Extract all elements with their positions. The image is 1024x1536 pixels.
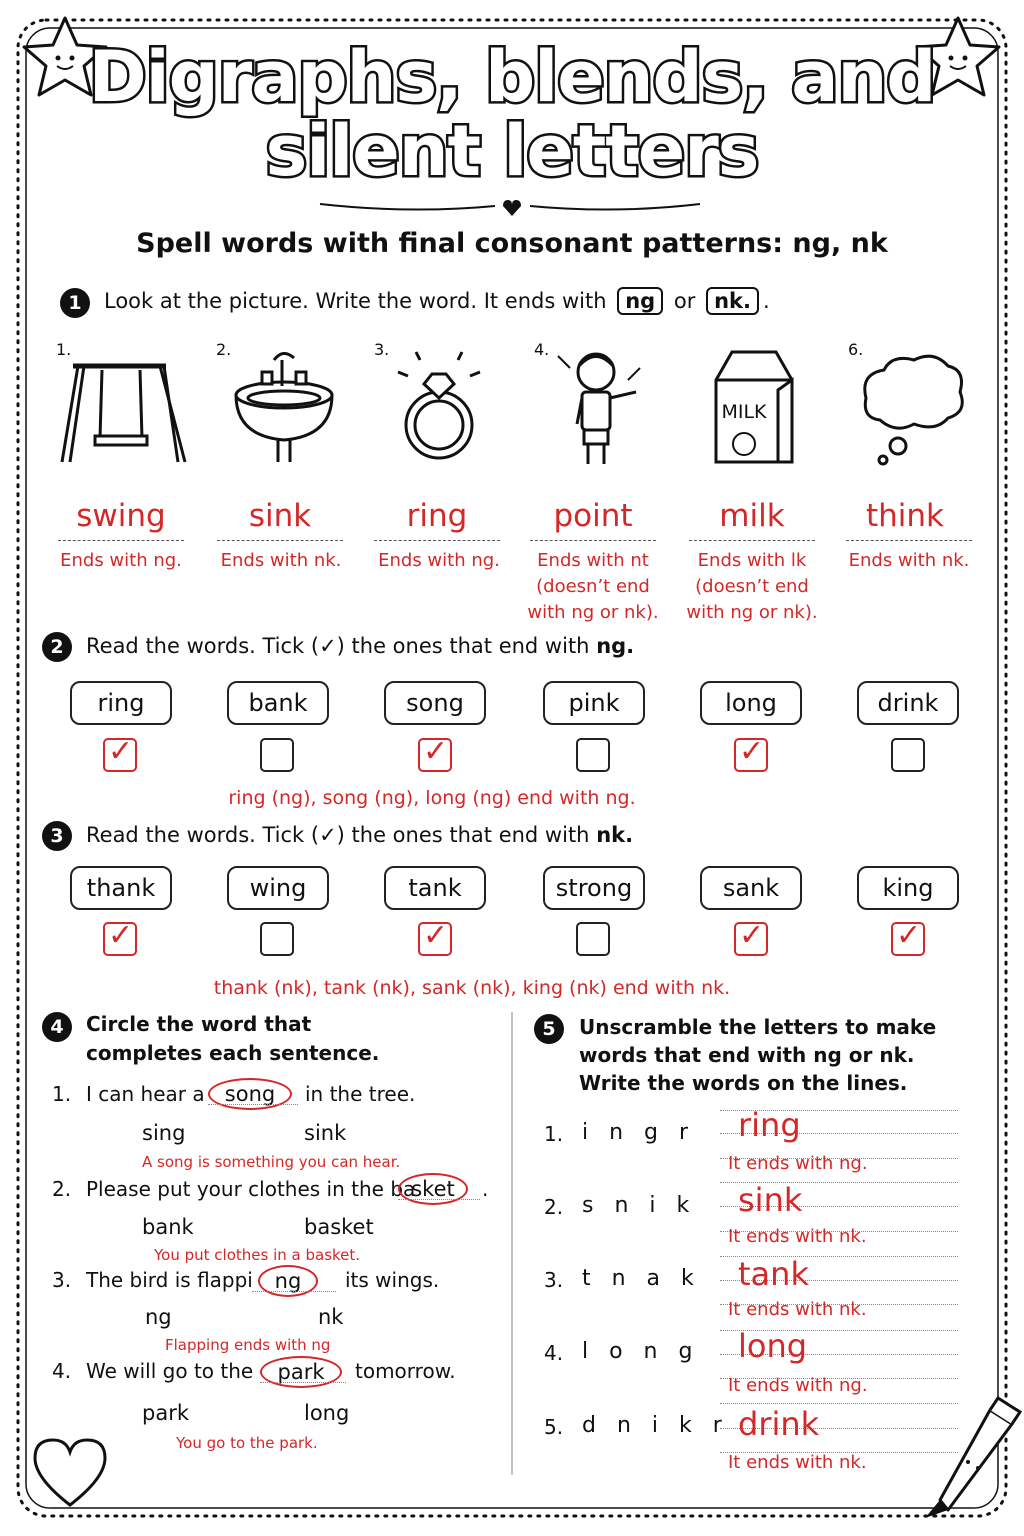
answer-line bbox=[689, 540, 815, 541]
answer-note: Ends with ng. bbox=[60, 550, 182, 571]
circled-answer[interactable]: park bbox=[260, 1356, 342, 1388]
section2-feedback: ring (ng), song (ng), long (ng) end with ng. bbox=[228, 787, 636, 809]
sink-icon bbox=[236, 353, 332, 462]
question-number: 3. bbox=[52, 1268, 72, 1292]
question-text: . bbox=[482, 1177, 489, 1201]
answer-text[interactable]: drink bbox=[738, 1405, 820, 1443]
instruction-target: ng. bbox=[596, 634, 635, 658]
word-card: sank bbox=[700, 866, 802, 910]
boy-pointing-icon bbox=[558, 354, 640, 464]
scrambled-letters: l o n g bbox=[582, 1339, 700, 1364]
word-card: pink bbox=[543, 681, 645, 725]
tick-checkbox[interactable] bbox=[891, 738, 925, 772]
answer-note: Ends with lk (doesn’t end with ng or nk). bbox=[686, 550, 818, 623]
tick-checkbox[interactable] bbox=[576, 922, 610, 956]
milk-label: MILK bbox=[721, 401, 767, 423]
option-word[interactable]: sing bbox=[142, 1121, 186, 1145]
tick-checkbox[interactable] bbox=[260, 738, 294, 772]
option-word[interactable]: basket bbox=[304, 1215, 374, 1239]
answer-note: Ends with nk. bbox=[848, 550, 970, 571]
thought-bubble-icon bbox=[865, 356, 962, 464]
item-number: 2. bbox=[544, 1195, 564, 1219]
question-number: 4. bbox=[52, 1359, 72, 1383]
writing-line bbox=[720, 1403, 958, 1404]
section5-instruction-3: Write the words on the lines. bbox=[579, 1071, 908, 1095]
question-text: The bird is flappi bbox=[86, 1268, 253, 1292]
question-text: its wings. bbox=[345, 1268, 440, 1292]
answer-note: It ends with nk. bbox=[728, 1452, 867, 1473]
tick-checkbox[interactable] bbox=[734, 922, 768, 956]
hint-text: A song is something you can hear. bbox=[142, 1153, 401, 1171]
word-card: wing bbox=[227, 866, 329, 910]
answer-note: It ends with nk. bbox=[728, 1299, 867, 1320]
tick-checkbox[interactable] bbox=[891, 922, 925, 956]
word-card: ring bbox=[70, 681, 172, 725]
word-card: tank bbox=[384, 866, 486, 910]
word-card: song bbox=[384, 681, 486, 725]
answer-text[interactable]: ring bbox=[738, 1106, 801, 1144]
circled-answer[interactable]: song bbox=[208, 1078, 292, 1110]
section-number: 3 bbox=[42, 821, 72, 851]
section5-instruction-2: words that end with ng or nk. bbox=[579, 1043, 915, 1067]
blank-line bbox=[260, 1382, 346, 1383]
answer-note: Ends with nk. bbox=[220, 550, 342, 571]
scrambled-letters: t n a k bbox=[582, 1266, 701, 1291]
answer-note: It ends with nk. bbox=[728, 1226, 867, 1247]
hint-text: Flapping ends with ng bbox=[165, 1336, 331, 1354]
blank-line bbox=[252, 1291, 336, 1292]
instruction-text: Look at the picture. Write the word. It ends with bbox=[104, 289, 607, 313]
item-number: 5. bbox=[544, 1415, 564, 1439]
tick-checkbox[interactable] bbox=[103, 738, 137, 772]
word-card: strong bbox=[543, 866, 645, 910]
item-number: 2. bbox=[216, 340, 232, 359]
option-ng: ng bbox=[617, 287, 663, 315]
tick-checkbox[interactable] bbox=[418, 922, 452, 956]
hint-text: You go to the park. bbox=[176, 1434, 318, 1452]
instruction-target: nk. bbox=[596, 823, 634, 847]
answer-line bbox=[530, 540, 656, 541]
ring-icon bbox=[398, 352, 480, 458]
scrambled-letters: d n i k r bbox=[582, 1413, 729, 1438]
tick-checkbox[interactable] bbox=[260, 922, 294, 956]
section2-instruction bbox=[86, 634, 634, 658]
answer-text: think bbox=[865, 498, 944, 534]
answer-text[interactable]: tank bbox=[738, 1255, 809, 1293]
word-card: drink bbox=[857, 681, 959, 725]
answer-line bbox=[374, 540, 500, 541]
title-line-2: silent letters bbox=[265, 110, 759, 192]
section4-instruction-2: completes each sentence. bbox=[86, 1041, 380, 1065]
question-text: Please put your clothes in the ba bbox=[86, 1177, 416, 1201]
section-number: 1 bbox=[60, 288, 90, 318]
section5-instruction-1: Unscramble the letters to make bbox=[579, 1015, 937, 1039]
section-number: 4 bbox=[42, 1012, 72, 1042]
swing-icon bbox=[62, 366, 185, 462]
blank-line bbox=[208, 1104, 298, 1105]
item-number: 1. bbox=[56, 340, 72, 359]
circled-answer[interactable]: ng bbox=[258, 1265, 318, 1297]
word-card: king bbox=[857, 866, 959, 910]
item-number: 3. bbox=[374, 340, 390, 359]
subtitle: Spell words with final consonant patterns: ng, nk bbox=[136, 228, 888, 259]
answer-note: It ends with ng. bbox=[728, 1153, 868, 1174]
section-number: 2 bbox=[42, 632, 72, 662]
answer-note: Ends with nt (doesn’t end with ng or nk). bbox=[527, 550, 659, 623]
question-number: 2. bbox=[52, 1177, 72, 1201]
answer-line bbox=[846, 540, 972, 541]
answer-line bbox=[217, 540, 343, 541]
question-text: We will go to the bbox=[86, 1359, 254, 1383]
tick-checkbox[interactable] bbox=[734, 738, 768, 772]
instruction-text: Read the words. Tick (✓) the ones that end with bbox=[86, 634, 590, 658]
option-nk: nk. bbox=[706, 287, 759, 315]
answer-note: Ends with ng. bbox=[378, 550, 500, 571]
scrambled-letters: s n i k bbox=[582, 1193, 697, 1218]
section3-instruction bbox=[86, 823, 633, 847]
option-word[interactable]: sink bbox=[304, 1121, 347, 1145]
scrambled-letters: i n g r bbox=[582, 1120, 696, 1145]
option-word[interactable]: ng bbox=[145, 1305, 172, 1329]
item-number: 6. bbox=[848, 340, 864, 359]
option-word[interactable]: bank bbox=[142, 1215, 194, 1239]
option-word[interactable]: park bbox=[142, 1401, 189, 1425]
answer-text[interactable]: long bbox=[738, 1327, 808, 1365]
instruction-text: Read the words. Tick (✓) the ones that end with bbox=[86, 823, 590, 847]
section3-feedback: thank (nk), tank (nk), sank (nk), king (nk) end with nk. bbox=[213, 977, 731, 999]
tick-checkbox[interactable] bbox=[418, 738, 452, 772]
section4-instruction-1: Circle the word that bbox=[86, 1012, 312, 1036]
question-text: I can hear a bbox=[86, 1082, 205, 1106]
answer-text[interactable]: sink bbox=[738, 1181, 803, 1219]
item-number: 4. bbox=[534, 340, 550, 359]
option-word[interactable]: nk bbox=[318, 1305, 344, 1329]
milk-carton-icon bbox=[716, 352, 792, 462]
blank-line bbox=[398, 1199, 480, 1200]
period-text: . bbox=[762, 289, 770, 313]
section-number: 5 bbox=[534, 1014, 564, 1044]
word-card: thank bbox=[70, 866, 172, 910]
answer-text: point bbox=[553, 498, 633, 534]
answer-text: milk bbox=[719, 498, 785, 534]
circled-answer[interactable]: sket bbox=[398, 1173, 468, 1205]
answer-note: It ends with ng. bbox=[728, 1375, 868, 1396]
title-line-1: Digraphs, blends, and bbox=[88, 36, 936, 118]
answer-text: swing bbox=[76, 498, 166, 534]
section1-pictures bbox=[0, 0, 1024, 480]
question-text: tomorrow. bbox=[355, 1359, 456, 1383]
answer-text: sink bbox=[248, 498, 312, 534]
item-number: 1. bbox=[544, 1122, 564, 1146]
answer-text: ring bbox=[406, 498, 468, 534]
item-number: 4. bbox=[544, 1341, 564, 1365]
question-number: 1. bbox=[52, 1082, 72, 1106]
question-text: in the tree. bbox=[305, 1082, 416, 1106]
item-number: 3. bbox=[544, 1268, 564, 1292]
answer-line bbox=[58, 540, 184, 541]
option-word[interactable]: long bbox=[304, 1401, 350, 1425]
tick-checkbox[interactable] bbox=[103, 922, 137, 956]
word-card: long bbox=[700, 681, 802, 725]
word-card: bank bbox=[227, 681, 329, 725]
or-text: or bbox=[673, 289, 696, 313]
hint-text: You put clothes in a basket. bbox=[154, 1246, 361, 1264]
heart-icon bbox=[35, 1440, 105, 1505]
tick-checkbox[interactable] bbox=[576, 738, 610, 772]
